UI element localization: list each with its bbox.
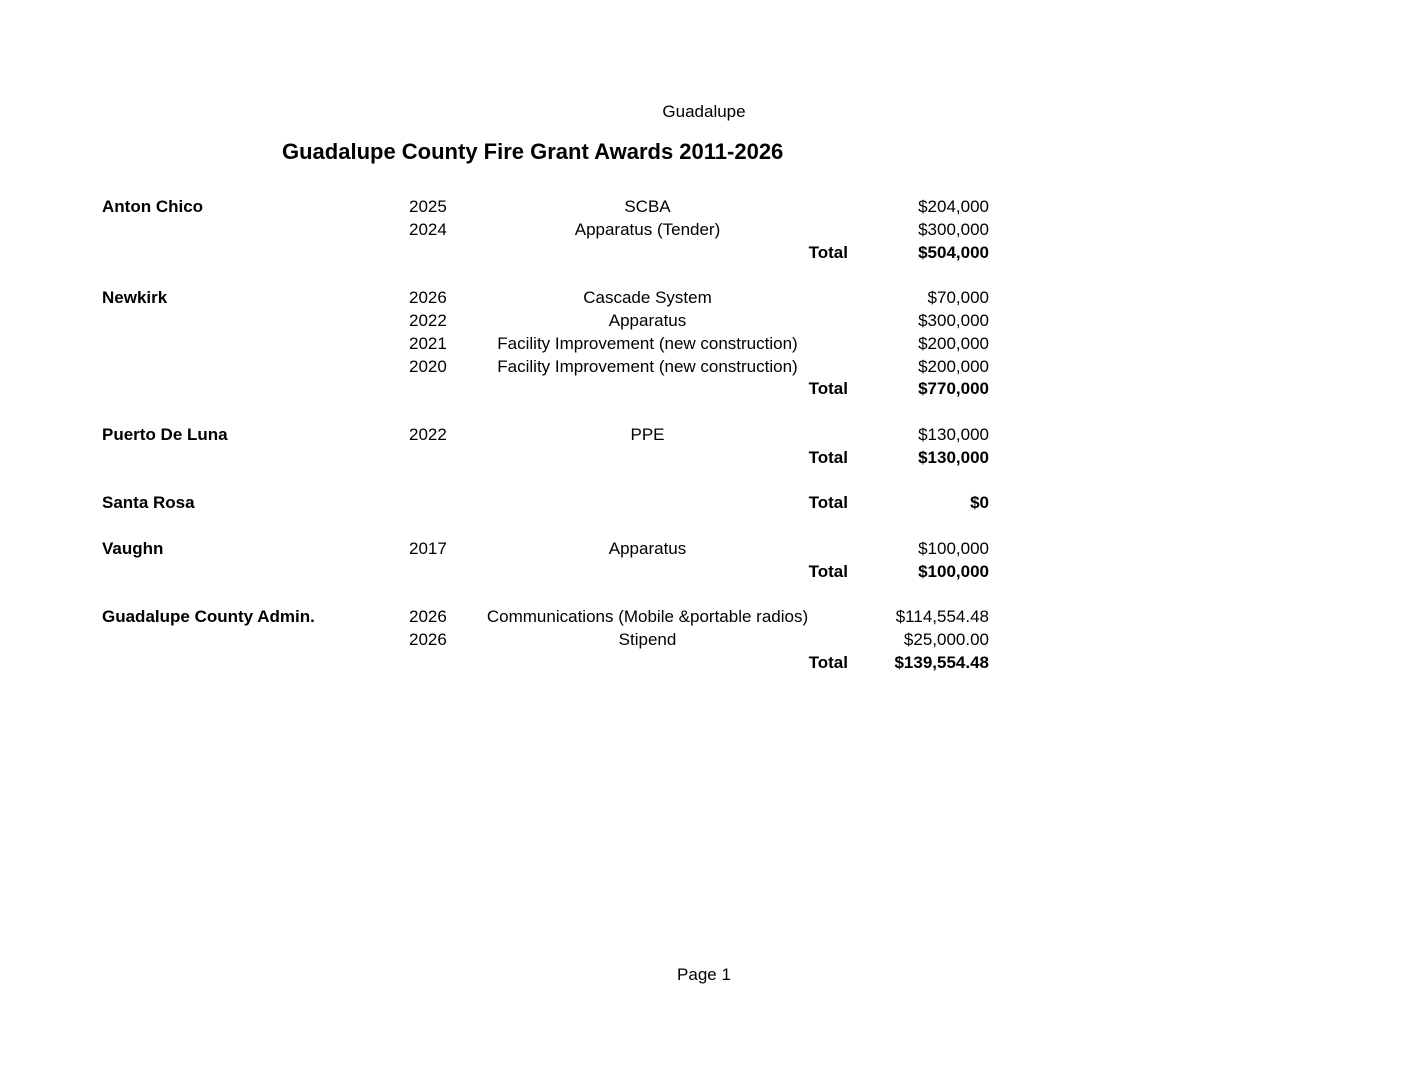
grant-amount: $204,000 — [918, 197, 989, 216]
department-name: Vaughn — [102, 538, 164, 558]
grant-amount: $70,000 — [927, 288, 989, 308]
total-label: Total — [808, 447, 848, 467]
grant-year: 2024 — [409, 219, 447, 239]
document-header-label: Guadalupe — [662, 102, 746, 121]
department-name: Santa Rosa — [102, 493, 195, 513]
grant-description: Stipend — [618, 630, 677, 650]
department-name: Anton Chico — [102, 197, 204, 216]
department-name: Newkirk — [102, 288, 168, 308]
grant-year: 2022 — [409, 310, 447, 330]
grant-year: 2025 — [409, 197, 447, 216]
grant-description: Apparatus — [608, 538, 687, 558]
total-amount: $139,554.48 — [894, 652, 989, 672]
grant-amount: $300,000 — [918, 219, 989, 239]
grant-description: Apparatus — [608, 310, 687, 330]
grant-year: 2026 — [409, 607, 447, 627]
grant-amount: $114,554.48 — [895, 607, 989, 627]
grant-year: 2021 — [409, 333, 447, 353]
department-name: Puerto De Luna — [102, 424, 228, 444]
grant-year: 2022 — [409, 424, 447, 444]
grant-description: SCBA — [624, 197, 671, 216]
page-footer: Page 1 — [677, 965, 731, 984]
total-amount: $504,000 — [918, 242, 989, 262]
grant-year: 2026 — [409, 288, 447, 308]
grant-description: Communications (Mobile &portable radios) — [486, 607, 809, 627]
grant-year: 2026 — [409, 630, 447, 650]
grant-amount: $130,000 — [918, 424, 989, 444]
grant-amount: $200,000 — [918, 333, 989, 353]
total-label: Total — [808, 652, 848, 672]
grant-amount: $100,000 — [918, 538, 989, 558]
grant-description: Facility Improvement (new construction) — [497, 356, 798, 376]
department-name: Guadalupe County Admin. — [102, 607, 315, 627]
document-title: Guadalupe County Fire Grant Awards 2011-2026 — [282, 139, 784, 164]
total-label: Total — [808, 379, 848, 399]
grant-description: PPE — [630, 424, 665, 444]
grant-amount: $25,000.00 — [903, 630, 989, 650]
total-label: Total — [808, 242, 848, 262]
grant-description: Cascade System — [583, 288, 712, 308]
grant-amount: $200,000 — [918, 356, 989, 376]
grant-description: Facility Improvement (new construction) — [497, 333, 798, 353]
total-amount: $0 — [970, 493, 989, 513]
grant-year: 2020 — [409, 356, 447, 376]
total-label: Total — [808, 493, 848, 513]
total-label: Total — [808, 561, 848, 581]
grant-amount: $300,000 — [918, 310, 989, 330]
grant-description: Apparatus (Tender) — [574, 219, 721, 239]
total-amount: $770,000 — [918, 379, 989, 399]
total-amount: $130,000 — [918, 447, 989, 467]
grant-year: 2017 — [409, 538, 447, 558]
total-amount: $100,000 — [918, 561, 989, 581]
